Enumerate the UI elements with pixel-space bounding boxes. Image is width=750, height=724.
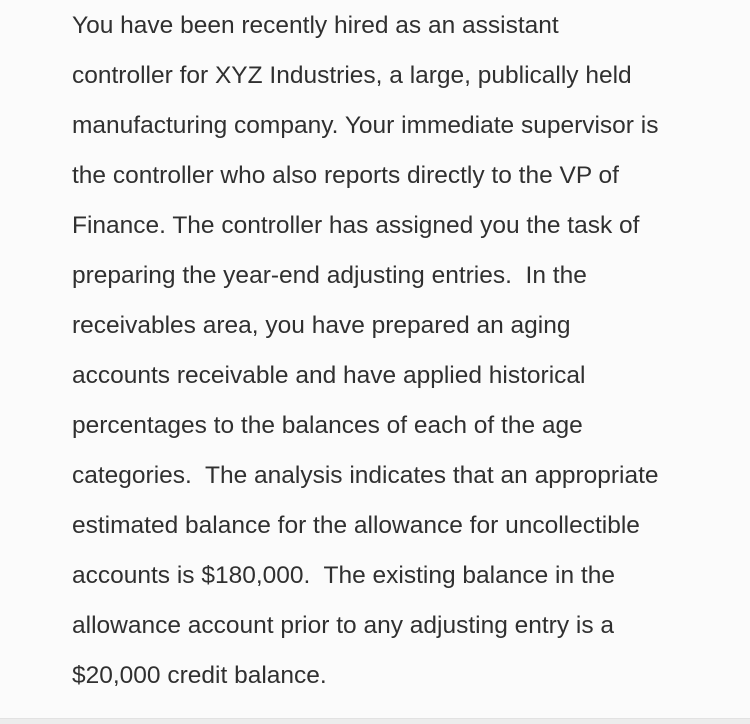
paragraph-line: receivables area, you have prepared an aging: [72, 312, 571, 339]
paragraph-line: percentages to the balances of each of the age: [72, 412, 583, 439]
paragraph-line: estimated balance for the allowance for uncollectible: [72, 512, 640, 539]
paragraph-line: controller for XYZ Industries, a large, publically held: [72, 62, 632, 89]
paragraph-line: $20,000 credit balance.: [72, 662, 327, 689]
paragraph-line: allowance account prior to any adjusting entry is a: [72, 612, 615, 639]
paragraph-line: accounts is $180,000. The existing balance in the: [72, 562, 615, 589]
paragraph-line: manufacturing company. Your immediate supervisor is: [72, 112, 659, 139]
problem-paragraph: [72, 6, 722, 706]
paragraph-line: preparing the year-end adjusting entries. In the: [72, 262, 587, 289]
paragraph-line: accounts receivable and have applied historical: [72, 362, 586, 389]
paragraph-line: You have been recently hired as an assistant: [72, 12, 559, 39]
paragraph-line: the controller who also reports directly to the VP of: [72, 162, 619, 189]
paragraph-line: categories. The analysis indicates that an appropriate: [72, 462, 659, 489]
bottom-divider: [0, 718, 750, 724]
paragraph-line: Finance. The controller has assigned you the task of: [72, 212, 640, 239]
